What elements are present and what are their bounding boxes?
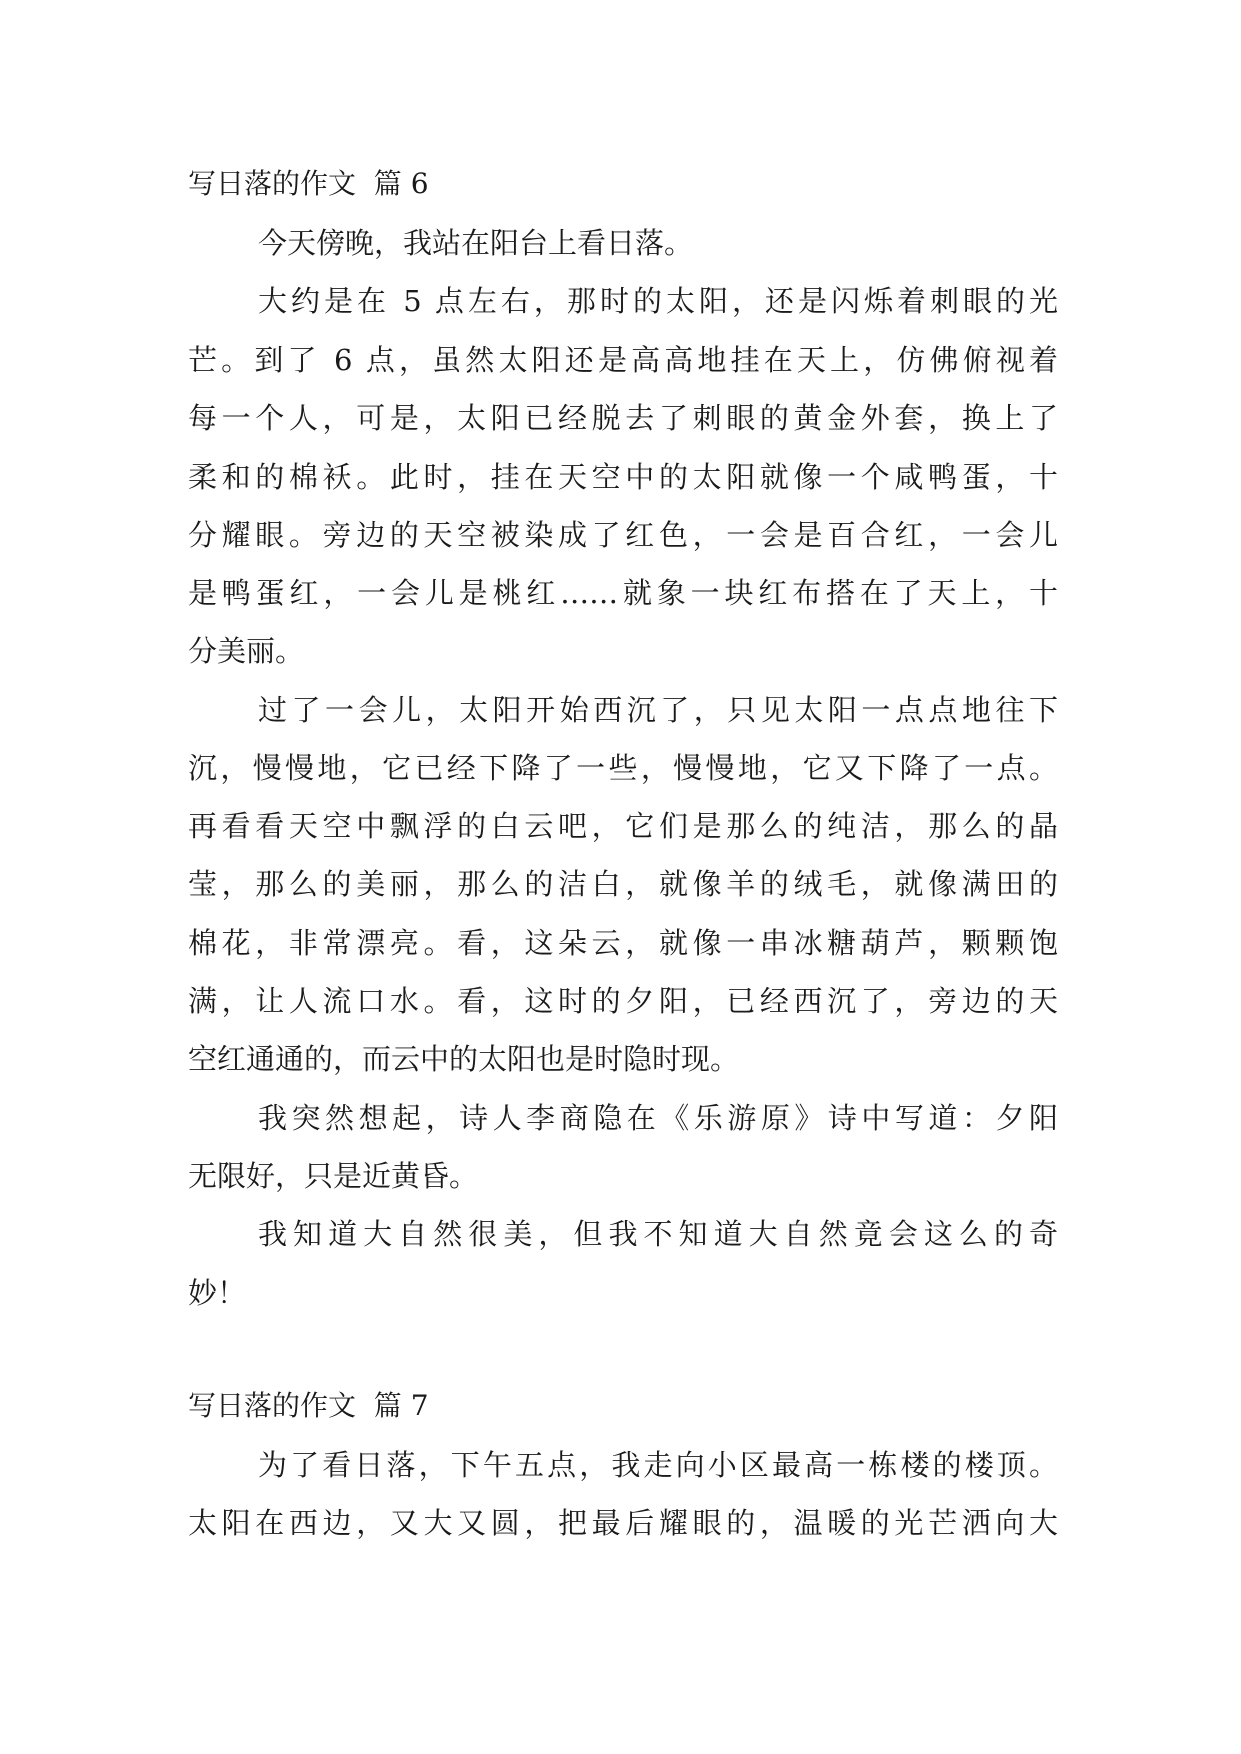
paragraph-line: 过了一会儿，太阳开始西沉了，只见太阳一点点地往下 <box>258 693 1058 727</box>
paragraph-line: 妙！ <box>188 1276 247 1310</box>
paragraph-line: 芒。到了 6 点，虽然太阳还是高高地挂在天上，仿佛俯视着 <box>188 343 1058 377</box>
paragraph-line: 无限好，只是近黄昏。 <box>188 1159 479 1193</box>
paragraph-line: 我知道大自然很美，但我不知道大自然竟会这么的奇 <box>258 1217 1058 1251</box>
paragraph-line: 空红通通的，而云中的太阳也是时隐时现。 <box>188 1042 740 1076</box>
section-6-heading: 写日落的作文 篇 6 <box>188 167 429 200</box>
paragraph-line: 柔和的棉袄。此时，挂在天空中的太阳就像一个咸鸭蛋，十 <box>188 460 1058 494</box>
paragraph-line: 满，让人流口水。看，这时的夕阳，已经西沉了，旁边的天 <box>188 984 1058 1018</box>
paragraph-line: 棉花，非常漂亮。看，这朵云，就像一串冰糖葫芦，颗颗饱 <box>188 926 1058 960</box>
paragraph-line: 我突然想起，诗人李商隐在《乐游原》诗中写道：夕阳 <box>258 1101 1058 1135</box>
paragraph-line: 再看看天空中飘浮的白云吧，它们是那么的纯洁，那么的晶 <box>188 809 1058 843</box>
paragraph-line: 是鸭蛋红，一会儿是桃红……就象一块红布搭在了天上，十 <box>188 576 1058 610</box>
paragraph-line: 莹，那么的美丽，那么的洁白，就像羊的绒毛，就像满田的 <box>188 867 1058 901</box>
paragraph-line: 分美丽。 <box>188 634 305 668</box>
paragraph-line: 太阳在西边，又大又圆，把最后耀眼的，温暖的光芒洒向大 <box>188 1506 1058 1540</box>
paragraph-line: 为了看日落，下午五点，我走向小区最高一栋楼的楼顶。 <box>258 1448 1058 1482</box>
paragraph-line: 今天傍晚，我站在阳台上看日落。 <box>258 226 694 260</box>
section-7-heading: 写日落的作文 篇 7 <box>188 1389 429 1422</box>
paragraph-line: 大约是在 5 点左右，那时的太阳，还是闪烁着刺眼的光 <box>258 284 1058 318</box>
paragraph-line: 分耀眼。旁边的天空被染成了红色，一会是百合红，一会儿 <box>188 518 1058 552</box>
paragraph-line: 沉，慢慢地，它已经下降了一些，慢慢地，它又下降了一点。 <box>188 751 1058 785</box>
paragraph-line: 每一个人，可是，太阳已经脱去了刺眼的黄金外套，换上了 <box>188 401 1058 435</box>
